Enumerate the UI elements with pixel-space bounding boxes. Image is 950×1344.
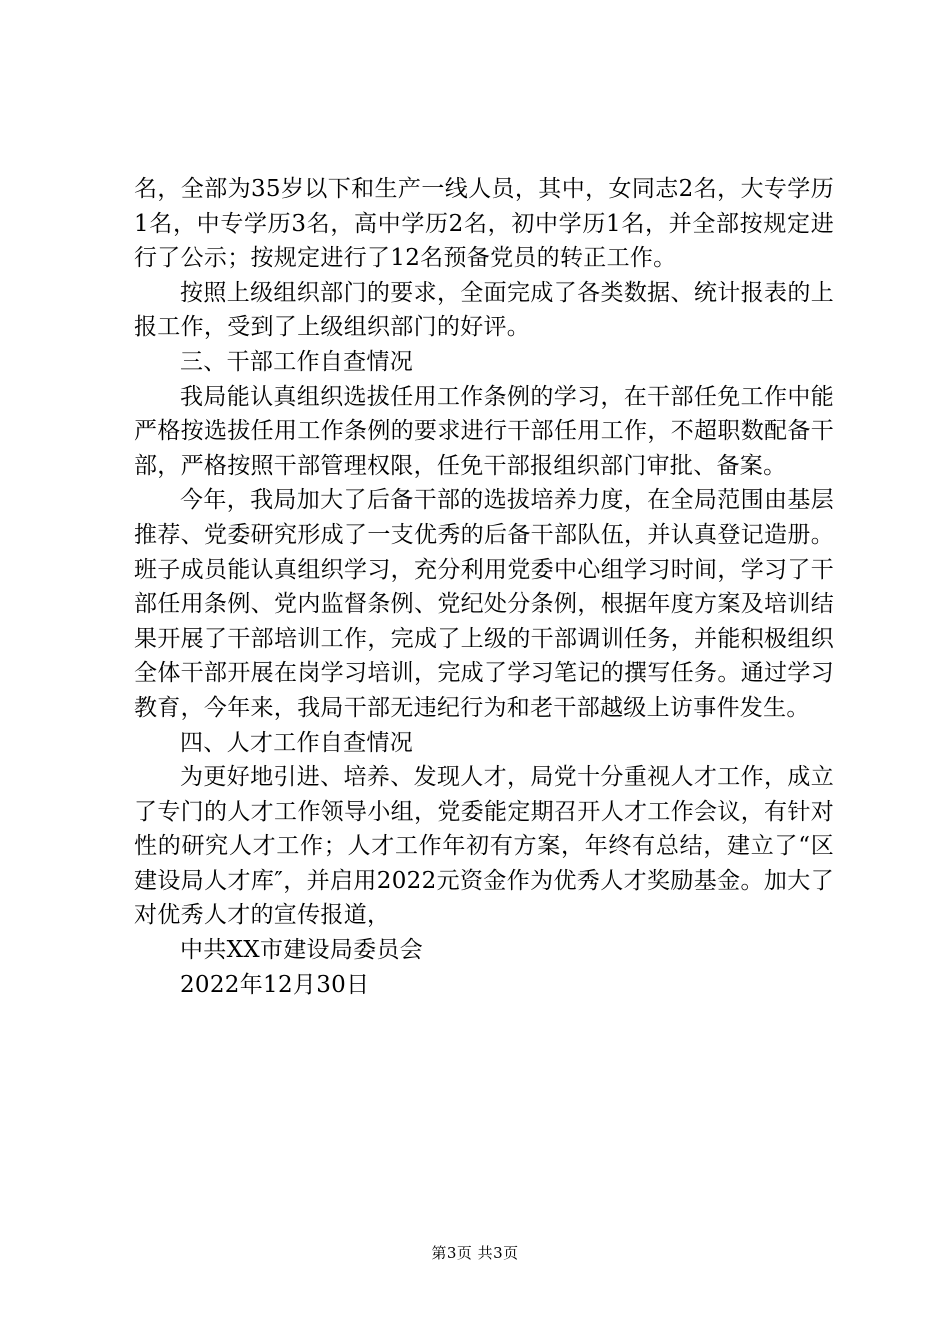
paragraph-continuation: 名，全部为35岁以下和生产一线人员，其中，女同志2名，大专学历1名，中专学历3名，高中学历2名，初中学历1名，并全部按规定进行了公示；按规定进行了12名预备党员的转正工作。 (134, 176, 834, 272)
signature-date: 2022年12月30日 (180, 971, 370, 998)
paragraph-statistics-report: 按照上级组织部门的要求，全面完成了各类数据、统计报表的上报工作，受到了上级组织部门的好评。 (134, 279, 834, 341)
paragraph-talent-work: 为更好地引进、培养、发现人才，局党十分重视人才工作，成立了专门的人才工作领导小组，党委能定期召开人才工作会议，有针对性的研究人才工作；人才工作年初有方案，年终有总结，建立了“区建设局人才库″，并启用2022元资金作为优秀人才奖励基金。加大了对优秀人才的宣传报道， (134, 764, 834, 929)
section-heading-talent-work: 四、人才工作自查情况 (180, 729, 413, 756)
page-number-footer: 第3页 共3页 (431, 1244, 519, 1262)
paragraph-cadre-appointment: 我局能认真组织选拔任用工作条例的学习，在干部任免工作中能严格按选拔任用工作条例的要求进行干部任用工作，不超职数配备干部，严格按照干部管理权限，任免干部报组织部门审批、备案。 (134, 383, 834, 479)
section-heading-cadre-work: 三、干部工作自查情况 (180, 348, 413, 375)
document-body (134, 172, 834, 1002)
paragraph-reserve-cadres: 今年，我局加大了后备干部的选拔培养力度，在全局范围由基层推荐、党委研究形成了一支优秀的后备干部队伍，并认真登记造册。班子成员能认真组织学习，充分利用党委中心组学习时间，学习了干部任用条例、党内监督条例、党纪处分条例，根据年度方案及培训结果开展了干部培训工作，完成了上级的干部调训任务，并能积极组织全体干部开展在岗学习培训，完成了学习笔记的撰写任务。通过学习教育，今年来，我局干部无违纪行为和老干部越级上访事件发生。 (134, 487, 834, 721)
signature-organization: 中共XX市建设局委员会 (180, 937, 424, 964)
